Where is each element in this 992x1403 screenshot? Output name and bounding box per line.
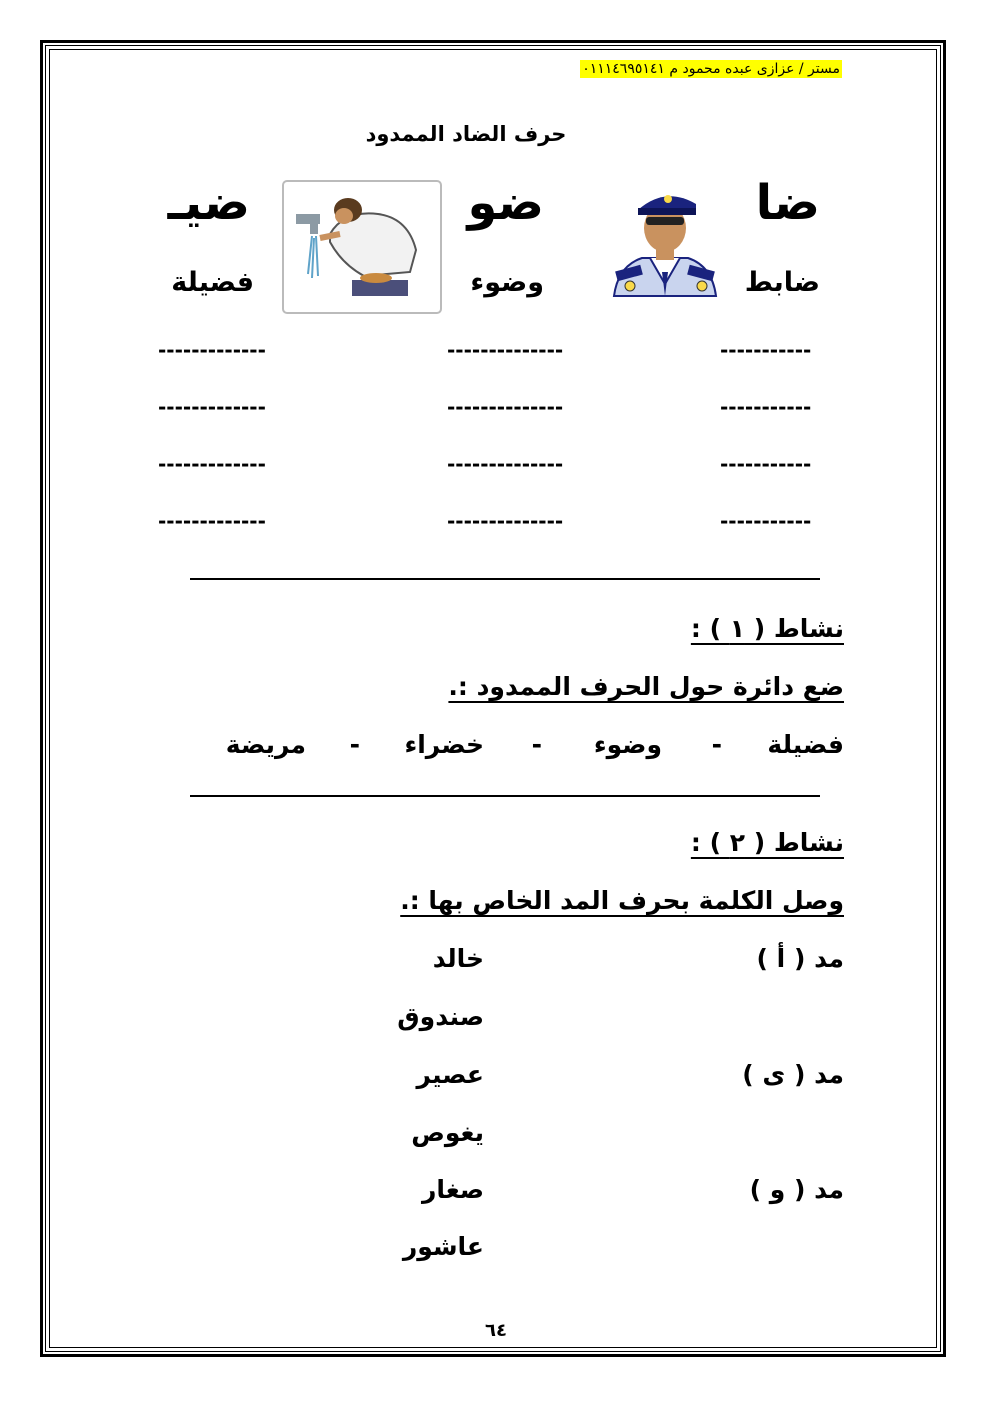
- practice-line: -------------: [158, 509, 266, 533]
- activity2-instruction: وصل الكلمة بحرف المد الخاص بها :.: [400, 886, 844, 915]
- ablution-icon: [282, 180, 442, 314]
- match-word: يغوص: [411, 1118, 484, 1147]
- page-title: حرف الضاد الممدود: [365, 122, 567, 146]
- section-divider: [190, 578, 820, 580]
- word-label-dabet: ضابط: [744, 267, 820, 298]
- activity1-word: وضوء: [593, 730, 662, 759]
- activity1-separator: -: [531, 730, 542, 759]
- activity1-word: فضيلة: [767, 730, 844, 759]
- activity2-label: نشاط ( ٢ ) :: [690, 828, 844, 857]
- practice-line: -------------: [158, 338, 266, 362]
- practice-line: -----------: [720, 452, 812, 476]
- activity1-separator: -: [349, 730, 360, 759]
- word-label-fadila: فضيلة: [171, 267, 254, 298]
- madd-waw: مد ( و ): [749, 1175, 844, 1204]
- activity1-word: مريضة: [225, 730, 306, 759]
- match-word: خالد: [432, 944, 484, 973]
- match-word: عصير: [416, 1060, 484, 1089]
- activity1-label: نشاط ( ١ ) :: [690, 614, 844, 643]
- match-word: عاشور: [402, 1232, 484, 1261]
- syllable-doo: ضو: [467, 175, 544, 231]
- activity1-separator: -: [711, 730, 722, 759]
- practice-line: -------------: [158, 395, 266, 419]
- match-word: صندوق: [397, 1002, 484, 1031]
- practice-line: -------------: [158, 452, 266, 476]
- syllable-dee: ضيـ: [167, 175, 250, 231]
- practice-line: -----------: [720, 338, 812, 362]
- section-divider: [190, 795, 820, 797]
- police-officer-icon: [612, 184, 718, 302]
- page-number: ٦٤: [485, 1320, 507, 1341]
- syllable-daa: ضا: [755, 175, 820, 231]
- word-label-wudu: وضوء: [470, 267, 544, 298]
- match-word: صغار: [421, 1175, 484, 1204]
- activity1-word: خضراء: [404, 730, 484, 759]
- practice-line: -----------: [720, 395, 812, 419]
- madd-alif: مد ( أ ): [756, 944, 844, 973]
- author-line: مستر / عزازى عبده محمود م ٠١١١٤٦٩٥١٤١: [582, 61, 840, 77]
- practice-line: -----------: [720, 509, 812, 533]
- practice-line: --------------: [447, 452, 564, 476]
- practice-line: --------------: [447, 509, 564, 533]
- madd-ya: مد ( ى ): [742, 1060, 844, 1089]
- activity1-instruction: ضع دائرة حول الحرف الممدود :.: [448, 672, 844, 701]
- practice-line: --------------: [447, 338, 564, 362]
- practice-line: --------------: [447, 395, 564, 419]
